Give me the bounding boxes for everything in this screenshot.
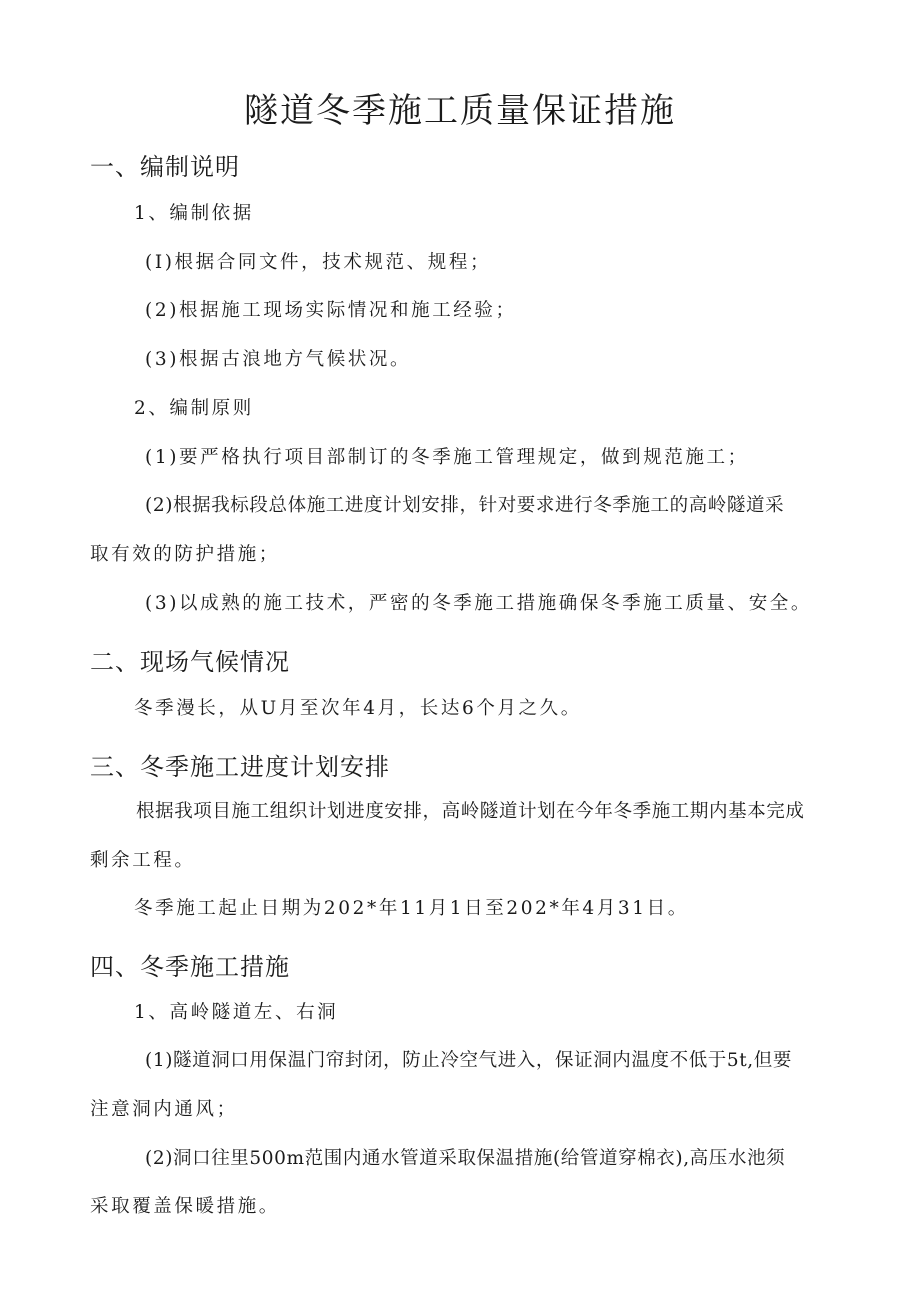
subsection-heading: 1、高岭隧道左、右洞 (134, 1002, 339, 1023)
paragraph-line: 剩余工程。 (90, 850, 196, 871)
paragraph-line: (I)根据合同文件，技术规范、规程； (145, 252, 492, 273)
paragraph-line: 根据我项目施工组织计划进度安排，高岭隧道计划在今年冬季施工期内基本完成 (136, 801, 805, 822)
subsection-heading: 1、编制依据 (134, 203, 254, 224)
section-heading: 二、现场气候情况 (90, 648, 290, 676)
paragraph-line: (2)根据施工现场实际情况和施工经验； (145, 300, 517, 321)
paragraph-line: (2)洞口往里500m范围内通水管道采取保温措施(给管道穿棉衣),高压水池须 (145, 1148, 786, 1169)
section-heading: 四、冬季施工措施 (90, 953, 290, 981)
paragraph-line: (1)隧道洞口用保温门帘封闭，防止冷空气进入，保证洞内温度不低于5t,但要 (145, 1050, 792, 1071)
document-title: 隧道冬季施工质量保证措施 (244, 91, 676, 131)
paragraph-line: 冬季施工起止日期为202*年11月1日至202*年4月31日。 (134, 898, 689, 919)
paragraph-line: 冬季漫长，从U月至次年4月，长达6个月之久。 (134, 698, 582, 719)
paragraph-line: (3)根据古浪地方气候状况。 (145, 349, 412, 370)
section-heading: 三、冬季施工进度计划安排 (90, 753, 390, 781)
paragraph-line: (3)以成熟的施工技术，严密的冬季施工措施确保冬季施工质量、安全。 (145, 593, 813, 614)
paragraph-line: (2)根据我标段总体施工进度计划安排，针对要求进行冬季施工的高岭隧道采 (145, 495, 785, 516)
paragraph-line: 注意洞内通风； (90, 1099, 238, 1120)
section-heading: 一、编制说明 (90, 153, 240, 181)
subsection-heading: 2、编制原则 (134, 398, 254, 419)
paragraph-line: 采取覆盖保暖措施。 (90, 1196, 280, 1217)
paragraph-line: (1)要严格执行项目部制订的冬季施工管理规定，做到规范施工； (145, 447, 749, 468)
paragraph-line: 取有效的防护措施； (90, 544, 280, 565)
